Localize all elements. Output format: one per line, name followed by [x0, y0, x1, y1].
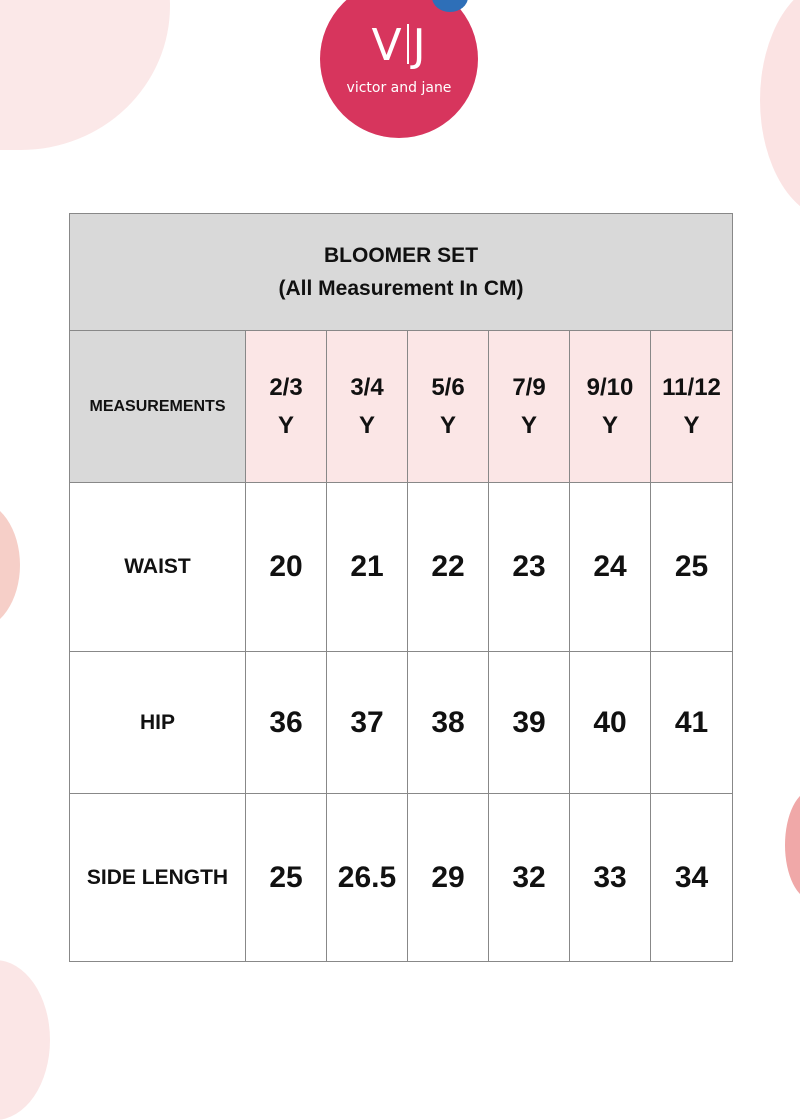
- size-header: 11/12 Y: [651, 331, 733, 483]
- table-row: [70, 483, 733, 652]
- table-cell: 25: [246, 794, 327, 962]
- table-cell: 29: [408, 794, 489, 962]
- size-header: 5/6 Y: [408, 331, 489, 483]
- brand-mark: [320, 20, 478, 71]
- brand-mark-divider: [407, 24, 409, 64]
- decorative-blob: [0, 0, 170, 150]
- row-label: HIP: [70, 652, 246, 794]
- table-row: [70, 794, 733, 962]
- table-cell: 26.5: [327, 794, 408, 962]
- table-cell: 40: [570, 652, 651, 794]
- table-title: BLOOMER SET: [324, 244, 479, 267]
- table-subtitle: (All Measurement In CM): [278, 277, 524, 300]
- table-cell: 22: [408, 483, 489, 652]
- table-cell: 37: [327, 652, 408, 794]
- table-cell: 33: [570, 794, 651, 962]
- size-header-row: [70, 331, 733, 483]
- row-label: SIDE LENGTH: [70, 794, 246, 962]
- table-cell: 38: [408, 652, 489, 794]
- size-header: 7/9 Y: [489, 331, 570, 483]
- table-cell: 39: [489, 652, 570, 794]
- brand-mark-left: V: [371, 20, 403, 71]
- decorative-blob: [0, 960, 50, 1120]
- size-chart-table: [69, 213, 733, 962]
- table-row: [70, 652, 733, 794]
- table-cell: 36: [246, 652, 327, 794]
- brand-logo: [320, 0, 478, 138]
- decorative-blob: [0, 500, 20, 630]
- size-header: 3/4 Y: [327, 331, 408, 483]
- table-cell: 21: [327, 483, 408, 652]
- table-cell: 34: [651, 794, 733, 962]
- table-cell: 25: [651, 483, 733, 652]
- decorative-blob: [785, 790, 800, 900]
- table-title-cell: [70, 214, 733, 331]
- brand-name: victor and jane: [346, 80, 452, 96]
- table-cell: 23: [489, 483, 570, 652]
- measurements-header: MEASUREMENTS: [70, 331, 246, 483]
- size-header: 9/10 Y: [570, 331, 651, 483]
- table-cell: 24: [570, 483, 651, 652]
- size-header: 2/3 Y: [246, 331, 327, 483]
- decorative-blob: [760, 0, 800, 220]
- table-cell: 41: [651, 652, 733, 794]
- table-cell: 20: [246, 483, 327, 652]
- table-cell: 32: [489, 794, 570, 962]
- brand-mark-right: J: [412, 20, 427, 71]
- row-label: WAIST: [70, 483, 246, 652]
